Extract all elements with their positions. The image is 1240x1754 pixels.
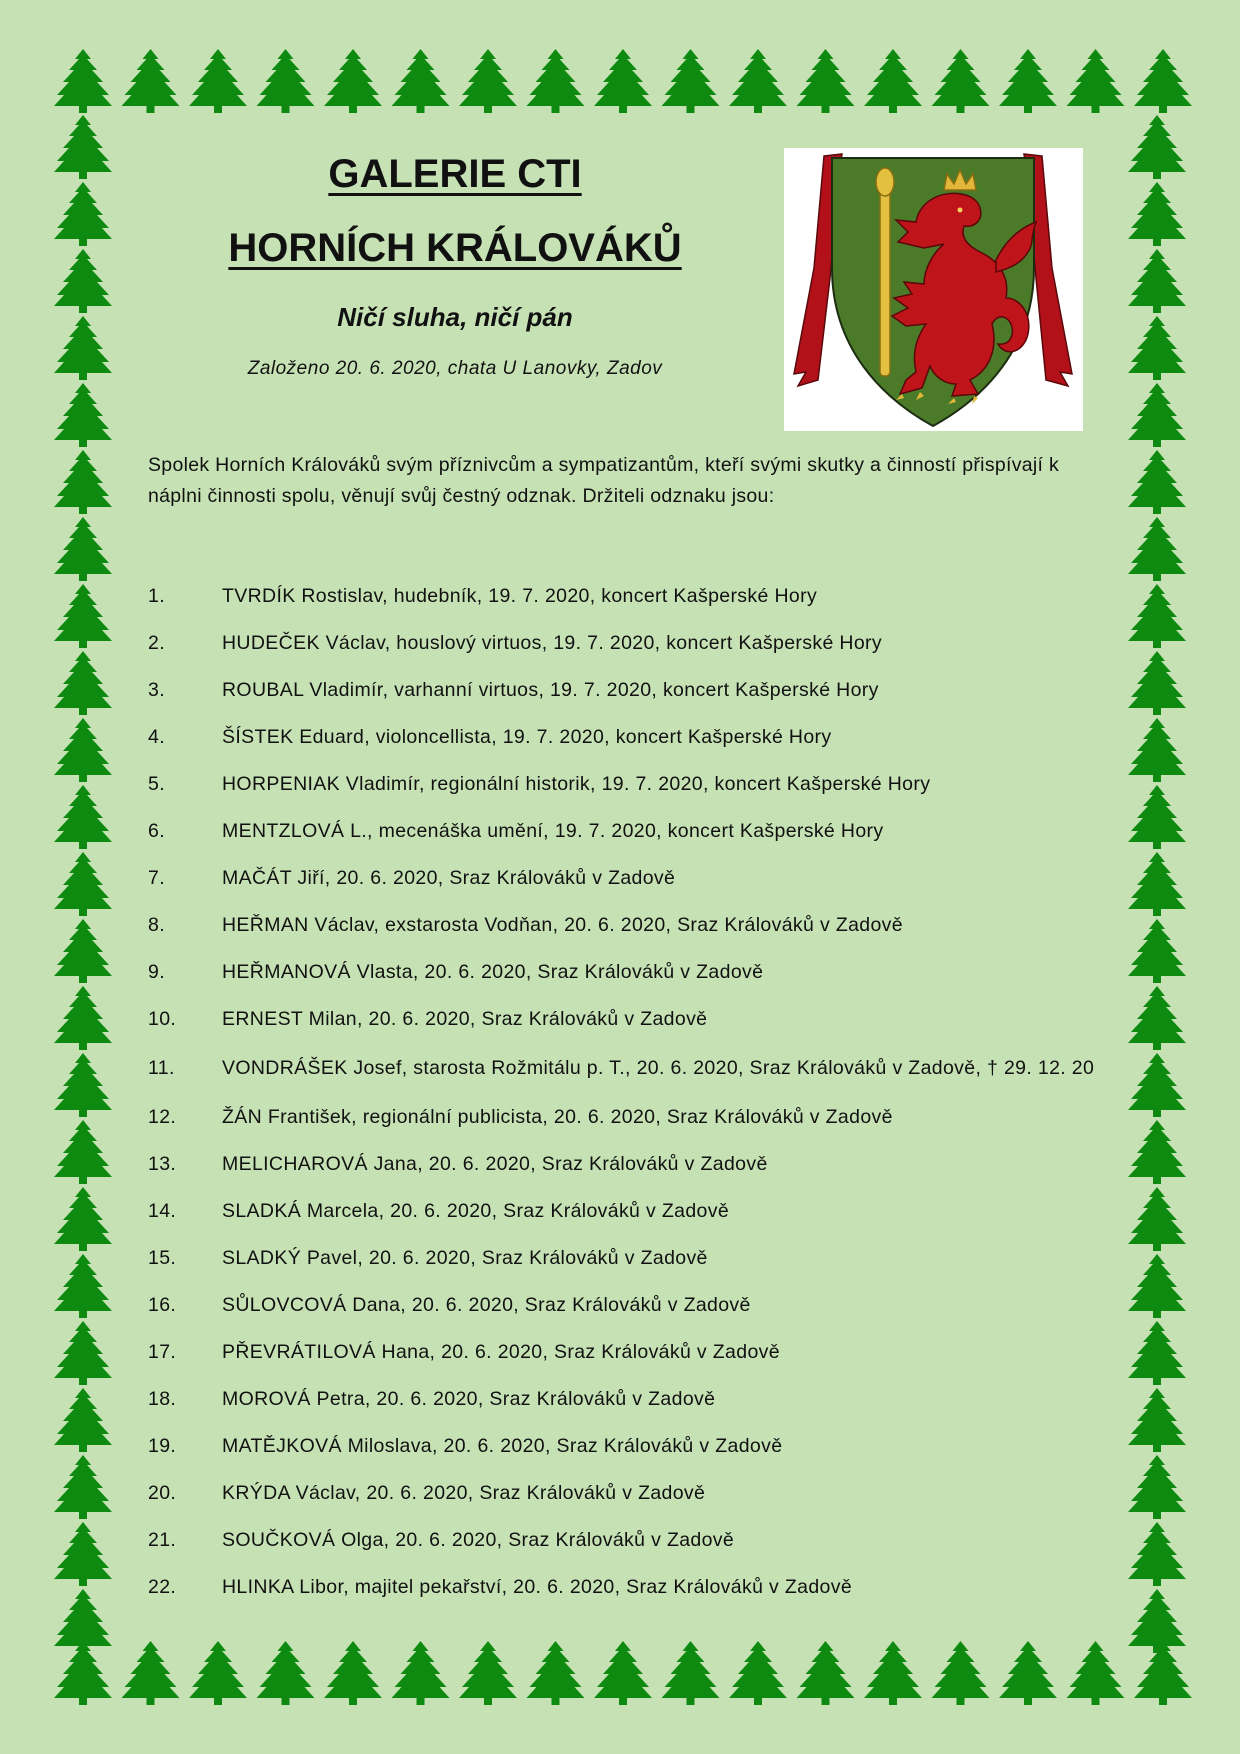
list-item [148,726,1098,756]
list-item-text: ŽÁN František, regionální publicista, 20. 6. 2020, Sraz Králováků v Zadově [222,1106,893,1128]
list-item-number: 20. [148,1482,177,1504]
fir-tree-icon [189,1641,247,1705]
fir-tree-icon [1134,49,1192,113]
fir-tree-icon [54,1120,112,1184]
fir-tree-icon [1128,986,1186,1050]
list-item [148,914,1098,944]
fir-tree-icon [1128,316,1186,380]
founded-line: Založeno 20. 6. 2020, chata U Lanovky, Zadov [247,358,663,379]
fir-tree-icon [729,1641,787,1705]
list-item-text: HLINKA Libor, majitel pekařství, 20. 6. 2020, Sraz Králováků v Zadově [222,1576,853,1598]
list-item-text: HUDEČEK Václav, houslový virtuos, 19. 7. 2020, koncert Kašperské Hory [222,632,882,654]
list-item-text: SŮLOVCOVÁ Dana, 20. 6. 2020, Sraz Králováků v Zadově [222,1294,751,1316]
list-item [148,1388,1098,1418]
fir-tree-icon [1128,1522,1186,1586]
list-item [148,1435,1098,1465]
fir-tree-icon [1128,1455,1186,1519]
list-item [148,961,1098,991]
fir-tree-icon [729,49,787,113]
page-title-line-2: HORNÍCH KRÁLOVÁKŮ [228,226,682,270]
list-item-number: 4. [148,726,165,748]
list-item-text: ERNEST Milan, 20. 6. 2020, Sraz Králováků v Zadově [222,1008,708,1030]
list-item [148,1247,1098,1277]
list-item-number: 8. [148,914,165,936]
fir-tree-icon [257,1641,315,1705]
list-item-text: ŠÍSTEK Eduard, violoncellista, 19. 7. 2020, koncert Kašperské Hory [222,726,832,748]
fir-tree-icon [324,49,382,113]
coat-of-arms-image [784,148,1083,431]
list-item [148,1106,1098,1136]
list-item-number: 22. [148,1576,177,1598]
fir-tree-icon [1128,1321,1186,1385]
list-item [148,1057,1098,1087]
list-item-number: 14. [148,1200,177,1222]
list-item-text: PŘEVRÁTILOVÁ Hana, 20. 6. 2020, Sraz Králováků v Zadově [222,1341,780,1363]
list-item-text: MAČÁT Jiří, 20. 6. 2020, Sraz Králováků v Zadově [222,867,676,889]
fir-tree-icon [54,584,112,648]
list-item-text: MOROVÁ Petra, 20. 6. 2020, Sraz Králováků v Zadově [222,1388,716,1410]
fir-tree-icon [1128,182,1186,246]
fir-tree-icon [54,1321,112,1385]
list-item-number: 7. [148,867,165,889]
fir-tree-icon [1128,1053,1186,1117]
fir-tree-icon [1128,718,1186,782]
list-item-number: 13. [148,1153,177,1175]
fir-tree-icon [54,383,112,447]
fir-tree-icon [1128,1187,1186,1251]
list-item-number: 19. [148,1435,177,1457]
fir-tree-icon [1128,1120,1186,1184]
fir-tree-icon [999,1641,1057,1705]
fir-tree-icon [1128,1254,1186,1318]
fir-tree-icon [459,49,517,113]
fir-tree-icon [1128,584,1186,648]
list-item-text: VONDRÁŠEK Josef, starosta Rožmitálu p. T., 20. 6. 2020, Sraz Králováků v Zadově, † 29. 12. 20 [222,1057,1095,1079]
fir-tree-icon [1128,249,1186,313]
fir-tree-icon [1067,1641,1125,1705]
list-item-text: MENTZLOVÁ L., mecenáška umění, 19. 7. 2020, koncert Kašperské Hory [222,820,884,842]
fir-tree-icon [54,785,112,849]
list-item [148,1200,1098,1230]
fir-tree-icon [54,852,112,916]
fir-tree-icon [122,49,180,113]
page-title-line-1: GALERIE CTI [328,152,582,196]
fir-tree-icon [1128,450,1186,514]
fir-tree-icon [999,49,1057,113]
list-item-text: KRÝDA Václav, 20. 6. 2020, Sraz Králováků v Zadově [222,1482,706,1504]
list-item-text: TVRDÍK Rostislav, hudebník, 19. 7. 2020, koncert Kašperské Hory [222,585,818,607]
fir-tree-icon [54,517,112,581]
list-item-number: 12. [148,1106,177,1128]
fir-tree-icon [1067,49,1125,113]
list-item-text: HORPENIAK Vladimír, regionální historik, 19. 7. 2020, koncert Kašperské Hory [222,773,931,795]
list-item [148,867,1098,897]
fir-tree-icon [1128,919,1186,983]
fir-tree-icon [392,1641,450,1705]
fir-tree-icon [1128,115,1186,179]
list-item-number: 10. [148,1008,177,1030]
fir-tree-icon [54,1053,112,1117]
fir-tree-icon [392,49,450,113]
fir-tree-icon [594,49,652,113]
fir-tree-icon [864,49,922,113]
fir-tree-icon [122,1641,180,1705]
list-item-number: 1. [148,585,165,607]
fir-tree-icon [797,49,855,113]
fir-tree-icon [594,1641,652,1705]
fir-tree-icon [662,49,720,113]
list-item-text: MELICHAROVÁ Jana, 20. 6. 2020, Sraz Králováků v Zadově [222,1153,768,1175]
list-item-text: SOUČKOVÁ Olga, 20. 6. 2020, Sraz Králováků v Zadově [222,1529,735,1551]
fir-tree-icon [54,718,112,782]
fir-tree-icon [54,1455,112,1519]
list-item [148,1576,1098,1606]
fir-tree-icon [1128,383,1186,447]
fir-tree-icon [54,49,112,113]
fir-tree-icon [54,986,112,1050]
list-item-text: HEŘMAN Václav, exstarosta Vodňan, 20. 6. 2020, Sraz Králováků v Zadově [222,914,903,936]
list-item-number: 5. [148,773,165,795]
fir-tree-icon [324,1641,382,1705]
fir-tree-icon [54,1522,112,1586]
fir-tree-icon [54,919,112,983]
list-item [148,1294,1098,1324]
fir-tree-icon [1128,1388,1186,1452]
list-item [148,773,1098,803]
fir-tree-icon [54,1589,112,1653]
list-item [148,632,1098,662]
fir-tree-icon [932,1641,990,1705]
fir-tree-icon [1128,852,1186,916]
intro-paragraph: Spolek Horních Králováků svým příznivcům a sympatizantům, kteří svými skutky a činností přispívají k náplni činnosti spolu, věnují svůj čestný odznak. Držiteli odznaku jsou: [148,454,1060,507]
list-item-text: MATĚJKOVÁ Miloslava, 20. 6. 2020, Sraz Králováků v Zadově [222,1435,783,1457]
list-item-text: ROUBAL Vladimír, varhanní virtuos, 19. 7. 2020, koncert Kašperské Hory [222,679,879,701]
list-item-number: 2. [148,632,165,654]
fir-tree-icon [54,249,112,313]
fir-tree-icon [932,49,990,113]
fir-tree-icon [1128,651,1186,715]
list-item [148,1482,1098,1512]
list-item [148,679,1098,709]
list-item [148,1341,1098,1371]
list-item-text: HEŘMANOVÁ Vlasta, 20. 6. 2020, Sraz Králováků v Zadově [222,961,764,983]
list-item-text: SLADKÁ Marcela, 20. 6. 2020, Sraz Králováků v Zadově [222,1200,730,1222]
fir-tree-icon [864,1641,922,1705]
fir-tree-icon [54,115,112,179]
list-item-number: 3. [148,679,165,701]
fir-tree-icon [1128,517,1186,581]
list-item-number: 17. [148,1341,177,1363]
list-item-number: 9. [148,961,165,983]
fir-tree-icon [54,1187,112,1251]
list-item-number: 15. [148,1247,177,1269]
fir-tree-icon [54,316,112,380]
list-item [148,585,1098,615]
fir-tree-icon [662,1641,720,1705]
fir-tree-icon [54,182,112,246]
list-item [148,1153,1098,1183]
list-item [148,820,1098,850]
fir-tree-icon [54,651,112,715]
list-item-number: 21. [148,1529,177,1551]
list-item-number: 18. [148,1388,177,1410]
fir-tree-icon [1128,785,1186,849]
fir-tree-icon [527,49,585,113]
fir-tree-icon [1128,1589,1186,1653]
list-item [148,1008,1098,1038]
fir-tree-icon [257,49,315,113]
fir-tree-icon [189,49,247,113]
list-item-text: SLADKÝ Pavel, 20. 6. 2020, Sraz Králováků v Zadově [222,1247,708,1269]
fir-tree-icon [54,450,112,514]
fir-tree-icon [797,1641,855,1705]
fir-tree-icon [1134,1641,1192,1705]
fir-tree-icon [459,1641,517,1705]
list-item-number: 11. [148,1057,175,1079]
fir-tree-icon [54,1388,112,1452]
list-item-number: 16. [148,1294,177,1316]
list-item [148,1529,1098,1559]
list-item-number: 6. [148,820,165,842]
fir-tree-icon [54,1254,112,1318]
motto: Ničí sluha, ničí pán [337,302,573,332]
fir-tree-icon [527,1641,585,1705]
